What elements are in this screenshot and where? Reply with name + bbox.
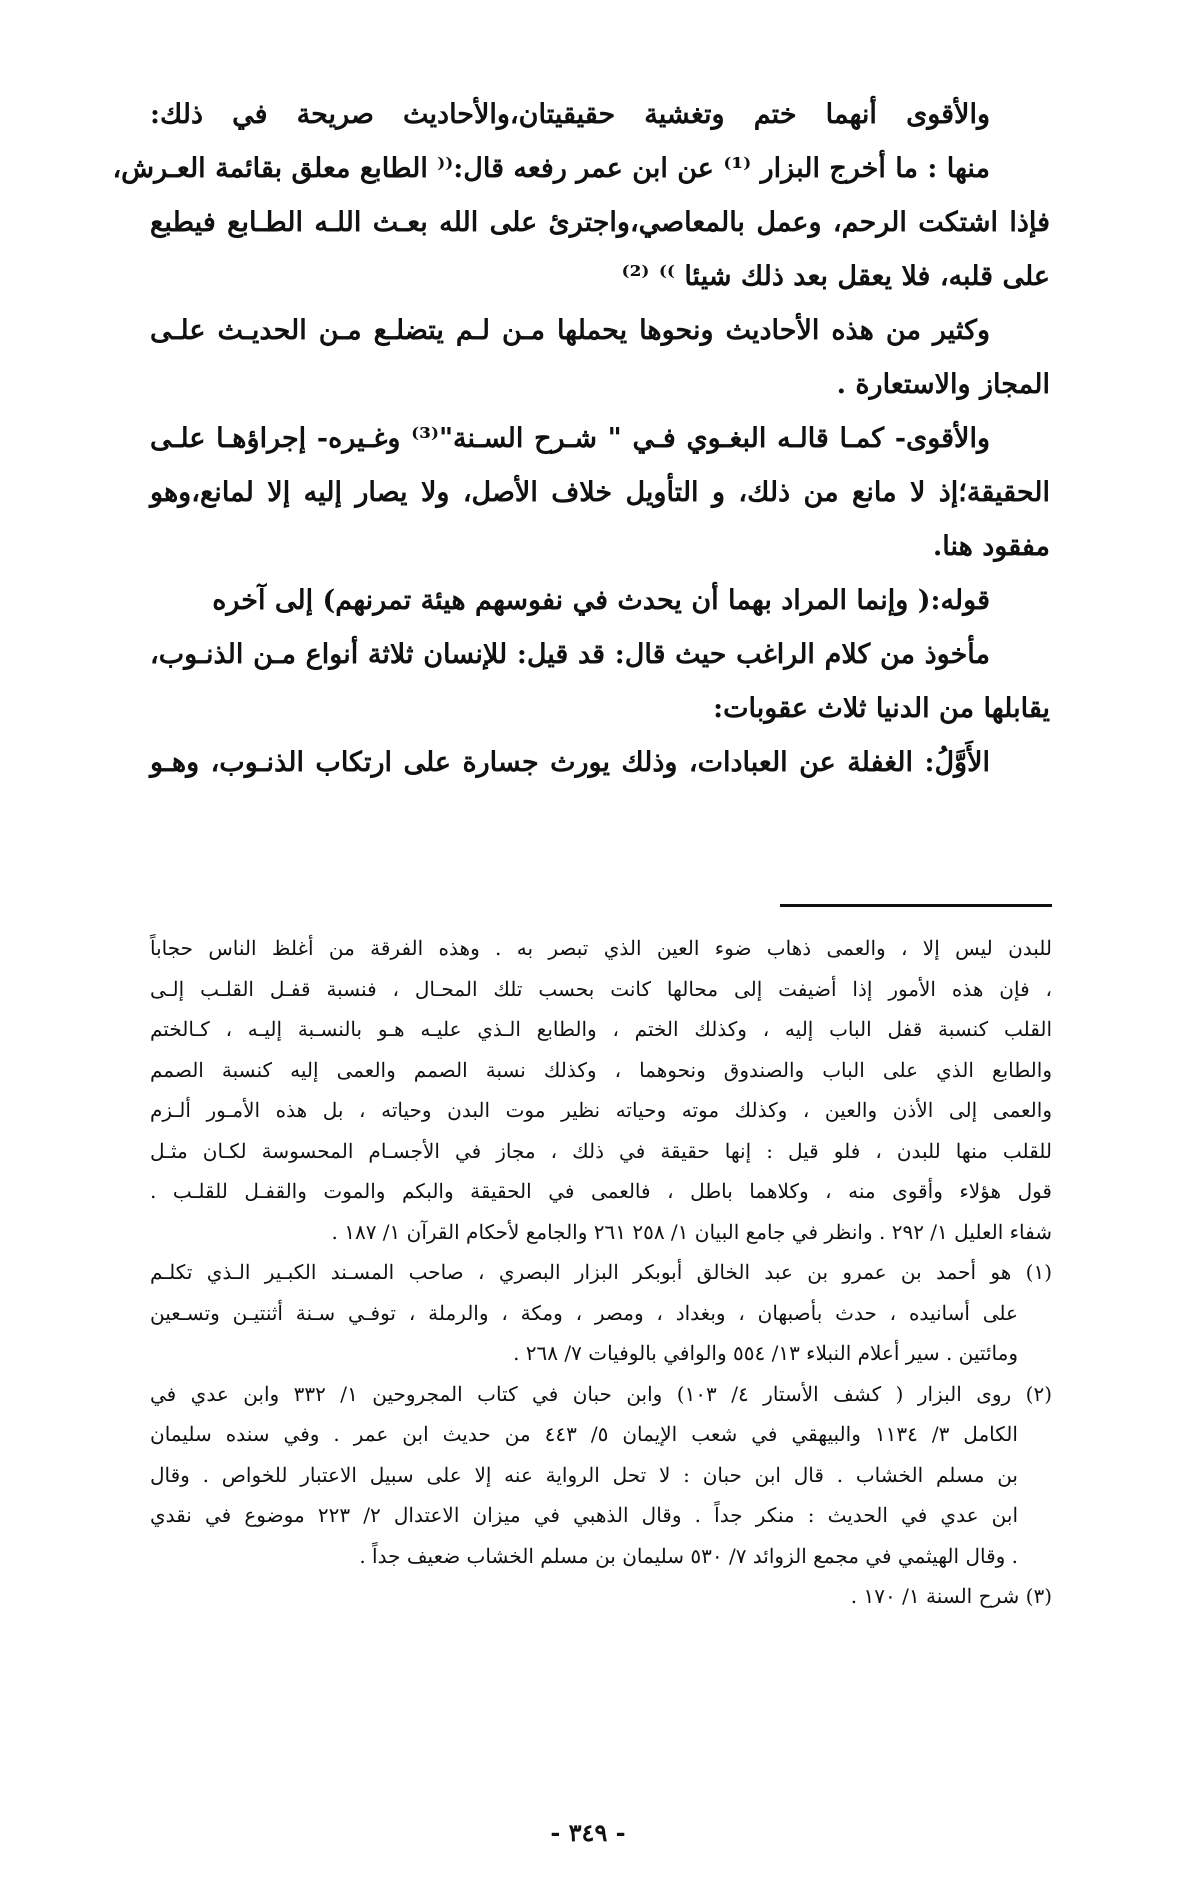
main-text-block	[112, 88, 1050, 790]
footnotes-block	[150, 928, 1052, 1617]
footnote-line: (٣) شرح السنة ١/ ١٧٠ .	[850, 1584, 1052, 1608]
footnote-line: ابن عدي في الحديث : منكر جداً . وقال الذهبي في ميزان الاعتدال ٢/ ٢٢٣ موضوع في نقدي	[150, 1503, 1019, 1527]
footnote-line: ومائتين . سير أعلام النبلاء ١٣/ ٥٥٤ والوافي بالوفيات ٧/ ٢٦٨ .	[513, 1341, 1018, 1365]
footnote-line: (٢) روى البزار ( كشف الأستار ٤/ ١٠٣) وابن حبان في كتاب المجروحين ١/ ٣٣٢ وابن عدي في	[150, 1381, 1052, 1406]
footnote-line: ، فإن هذه الأمور إذا أضيفت إلى محالها كانت بحسب تلك المحـال ، فنسبة قفـل القلـب إلـى	[150, 976, 1052, 1001]
footnote-line: قول هؤلاء وأقوى منه ، وكلاهما باطل ، فالعمى في الحقيقة والبكم والموت والقفـل للقلـب .	[150, 1179, 1052, 1203]
main-line: على قلبه، فلا يعقل بعد ذلك شيئا ⁾⁾ ⁽²⁾	[621, 261, 1050, 292]
footnote-line: للبدن ليس إلا ، والعمى ذهاب ضوء العين الذي تبصر به . وهذه الفرقة من أغلظ الناس حجاباً	[150, 936, 1052, 960]
footnote-line: الكامل ٣/ ١١٣٤ والبيهقي في شعب الإيمان ٥/ ٤٤٣ من حديث ابن عمر . وفي سنده سليمان	[150, 1422, 1018, 1446]
page-number: - ٣٤٩ -	[550, 1818, 626, 1847]
main-line: فإذا اشتكت الرحم، وعمل بالمعاصي،واجترئ على الله بعـث اللـه الطـابع فيطبع	[150, 207, 1050, 238]
footnote-line: شفاء العليل ١/ ٢٩٢ . وانظر في جامع البيان ١/ ٢٥٨ ٢٦١ والجامع لأحكام القرآن ١/ ١٨٧ .	[331, 1219, 1052, 1244]
main-line: يقابلها من الدنيا ثلاث عقوبات:	[713, 693, 1050, 724]
main-line: والأقوى- كمـا قالـه البغـوي فـي " شـرح السـنة"⁽³⁾ وغـيره- إجراؤهـا علـى	[150, 423, 990, 454]
main-line: مأخوذ من كلام الراغب حيث قال: قد قيل: للإنسان ثلاثة أنواع مـن الذنـوب،	[150, 639, 990, 670]
footnote-line: (١) هو أحمد بن عمرو بن عبد الخالق أبوبكر البزار البصري ، صاحب المسـند الكبـير الـذي تكلـم	[150, 1260, 1052, 1284]
main-line: مفقود هنا.	[932, 531, 1050, 562]
main-line: الأَوَّلُ: الغفلة عن العبادات، وذلك يورث جسارة على ارتكاب الذنـوب، وهـو	[150, 747, 990, 778]
footnote-line: بن مسلم الخشاب . قال ابن حبان : لا تحل الرواية عنه إلا على سبيل الاعتبار للخواص . وقال	[150, 1462, 1018, 1487]
main-line: الحقيقة؛إذ لا مانع من ذلك، و التأويل خلاف الأصل، ولا يصار إليه إلا لمانع،وهو	[150, 477, 1050, 508]
footnote-line: والطابع الذي على الباب والصندوق ونحوهما ، وكذلك نسبة الصمم والعمى إليه كنسبة الصمم	[150, 1057, 1052, 1082]
main-line: المجاز والاستعارة .	[836, 369, 1050, 400]
footnote-line: للقلب منها للبدن ، فلو قيل : إنها حقيقة في ذلك ، مجاز في الأجسـام المحسوسة لكـان مثـل	[150, 1138, 1052, 1163]
main-line: قوله:( وإنما المراد بهما أن يحدث في نفوسهم هيئة تمرنهم) إلى آخره	[212, 585, 990, 616]
footnote-line: والعمى إلى الأذن والعين ، وكذلك موته وحياته نظير موت البدن وحياته ، بل هذه الأمـور ألـزم	[150, 1098, 1052, 1122]
footnote-separator	[780, 904, 1052, 907]
main-line: وكثير من هذه الأحاديث ونحوها يحملها مـن لـم يتضلـع مـن الحديـث علـى	[150, 315, 990, 346]
main-line: والأقوى أنهما ختم وتغشية حقيقيتان،والأحاديث صريحة في ذلك:	[150, 99, 990, 130]
footnote-line: على أسانيده ، حدث بأصبهان ، وبغداد ، ومصر ، ومكة ، والرملة ، توفـي سـنة أثنتيـن وتسـعين	[150, 1300, 1018, 1325]
footnote-line: القلب كنسبة قفل الباب إليه ، وكذلك الختم ، والطابع الـذي عليـه هـو بالنسـبة إليـه ، كـالختم	[150, 1017, 1052, 1041]
main-line: منها : ما أخرج البزار ⁽¹⁾ عن ابن عمر رفعه قال:⁽⁽ الطابع معلق بقائمة العـرش،	[112, 153, 990, 184]
footnote-line: . وقال الهيثمي في مجمع الزوائد ٧/ ٥٣٠ سليمان بن مسلم الخشاب ضعيف جداً .	[359, 1543, 1018, 1568]
